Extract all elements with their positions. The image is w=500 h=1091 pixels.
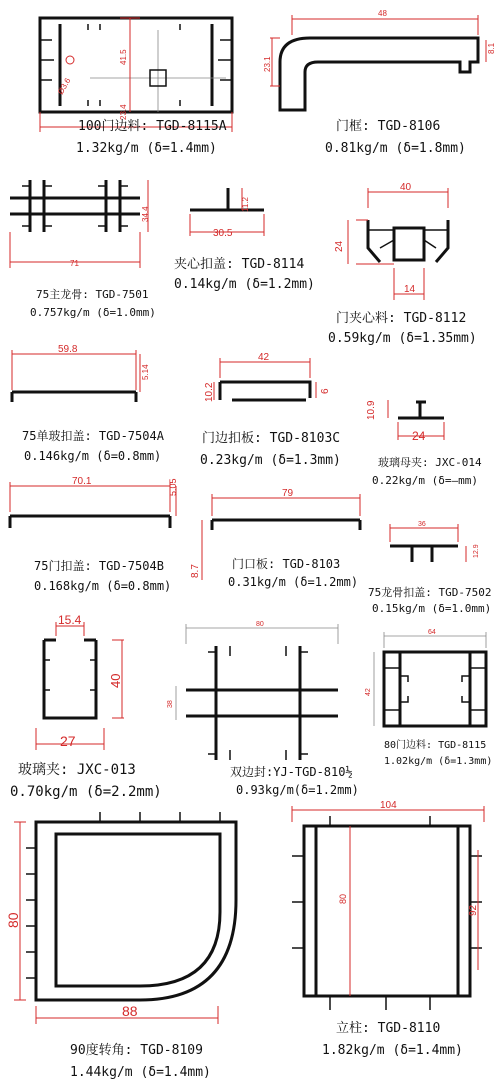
dim-80-c: 80 — [5, 912, 21, 928]
profile-tgd-8103 — [190, 488, 360, 589]
profile-tgd-8114 — [174, 188, 315, 292]
dim-5-05: 5.05 — [168, 478, 178, 496]
dim-88: 88 — [122, 1003, 138, 1019]
dim-12-9: 12.9 — [473, 544, 480, 558]
weight-8103c: 0.23kg/m (δ=1.3mm) — [200, 453, 341, 468]
weight-8115a: 1.32kg/m (δ=1.4mm) — [76, 141, 217, 156]
weight-8115: 1.02kg/m (δ=1.3mm) — [384, 756, 493, 767]
profile-tgd-7501 — [10, 180, 156, 319]
dim-dia-3-6: Ø3.6 — [55, 76, 73, 96]
dim-41-5: 41.5 — [119, 49, 128, 65]
name-8109: 90度转角: TGD-8109 — [70, 1043, 203, 1058]
name-8103c: 门边扣板: TGD-8103C — [202, 431, 341, 446]
name-jxc-013: 玻璃夹: JXC-013 — [18, 762, 136, 778]
name-8103: 门口板: TGD-8103 — [232, 557, 341, 571]
dim-36: 36 — [418, 521, 426, 528]
dim-38: 38 — [167, 700, 174, 708]
dim-80: 80 — [256, 621, 264, 628]
dim-6: 6 — [320, 388, 331, 394]
name-8115a: 100门边料: TGD-8115A — [78, 119, 227, 134]
weight-7504b: 0.168kg/m (δ=0.8mm) — [34, 579, 172, 593]
dim-80-d: 80 — [338, 893, 348, 904]
profile-tgd-8115 — [365, 629, 492, 767]
profile-yj-tgd-810 — [167, 621, 359, 797]
dim-8-7: 8.7 — [190, 564, 201, 578]
dim-34-4: 34.4 — [141, 206, 150, 222]
dim-70-1: 70.1 — [72, 476, 92, 487]
dim-24: 24 — [334, 240, 345, 252]
profile-jxc-013 — [10, 613, 162, 800]
name-8115: 80门边料: TGD-8115 — [384, 740, 487, 751]
weight-jxc-014: 0.22kg/m (δ=—mm) — [372, 474, 478, 487]
profile-tgd-8110 — [292, 800, 484, 1058]
dim-42-b: 42 — [365, 688, 372, 696]
dim-30-5: 30.5 — [213, 228, 233, 239]
name-8106: 门框: TGD-8106 — [336, 119, 441, 134]
weight-yj-tgd-810: 0.93kg/m(δ=1.2mm) — [236, 783, 359, 797]
name-8114: 夹心扣盖: TGD-8114 — [174, 257, 305, 272]
profile-tgd-8109 — [5, 812, 236, 1080]
dim-48: 48 — [378, 9, 387, 18]
profile-tgd-8112 — [328, 182, 477, 346]
dim-92: 92 — [468, 904, 479, 916]
name-8112: 门夹心料: TGD-8112 — [336, 311, 467, 326]
weight-8112: 0.59kg/m (δ=1.35mm) — [328, 331, 477, 346]
weight-jxc-013: 0.70kg/m (δ=2.2mm) — [10, 784, 162, 800]
dim-64: 64 — [428, 629, 436, 636]
weight-8110: 1.82kg/m (δ=1.4mm) — [322, 1043, 463, 1058]
profile-tgd-8106 — [263, 9, 496, 156]
name-7502: 75龙骨扣盖: TGD-7502 — [368, 586, 492, 599]
name-jxc-014: 玻璃母夹: JXC-014 — [378, 456, 482, 469]
dim-10-2: 10.2 — [204, 382, 215, 402]
name-7504b: 75门扣盖: TGD-7504B — [34, 559, 164, 573]
dim-40: 40 — [400, 182, 412, 193]
weight-7501: 0.757kg/m (δ=1.0mm) — [30, 306, 156, 319]
dim-59-8: 59.8 — [58, 344, 78, 355]
dim-5-14: 5.14 — [141, 364, 150, 380]
profile-tgd-7504b — [10, 476, 178, 593]
weight-8109: 1.44kg/m (δ=1.4mm) — [70, 1065, 211, 1080]
dim-27: 27 — [60, 733, 76, 749]
name-7504a: 75单玻扣盖: TGD-7504A — [22, 429, 164, 443]
dim-23-1: 23.1 — [263, 56, 272, 72]
name-7501: 75主龙骨: TGD-7501 — [36, 288, 149, 301]
dim-24-b: 24 — [412, 429, 426, 443]
dim-10-9: 10.9 — [366, 400, 377, 420]
dim-14: 14 — [404, 284, 416, 295]
dim-104: 104 — [380, 800, 397, 811]
weight-8114: 0.14kg/m (δ=1.2mm) — [174, 277, 315, 292]
dim-8-1: 8.1 — [487, 42, 496, 54]
dim-79: 79 — [282, 488, 294, 499]
profile-tgd-7502 — [368, 521, 491, 615]
dim-23-4: 23.4 — [119, 104, 128, 120]
profile-tgd-7504a — [12, 344, 165, 463]
name-yj-tgd-810: 双边封:YJ-TGD-810½ — [230, 765, 353, 779]
dim-42: 42 — [258, 352, 270, 363]
dim-15-4: 15.4 — [58, 613, 82, 627]
weight-7504a: 0.146kg/m (δ=0.8mm) — [24, 449, 162, 463]
weight-7502: 0.15kg/m (δ=1.0mm) — [372, 602, 492, 615]
profile-tgd-8115a — [40, 18, 232, 156]
name-8110: 立柱: TGD-8110 — [336, 1021, 441, 1036]
profile-jxc-014 — [366, 400, 482, 487]
dim-71: 71 — [70, 259, 79, 268]
weight-8106: 0.81kg/m (δ=1.8mm) — [325, 141, 466, 156]
dim-40-b: 40 — [108, 673, 123, 688]
weight-8103: 0.31kg/m (δ=1.2mm) — [228, 575, 359, 589]
profile-tgd-8103c — [200, 352, 341, 468]
dim-11-2: 11.2 — [241, 197, 250, 212]
